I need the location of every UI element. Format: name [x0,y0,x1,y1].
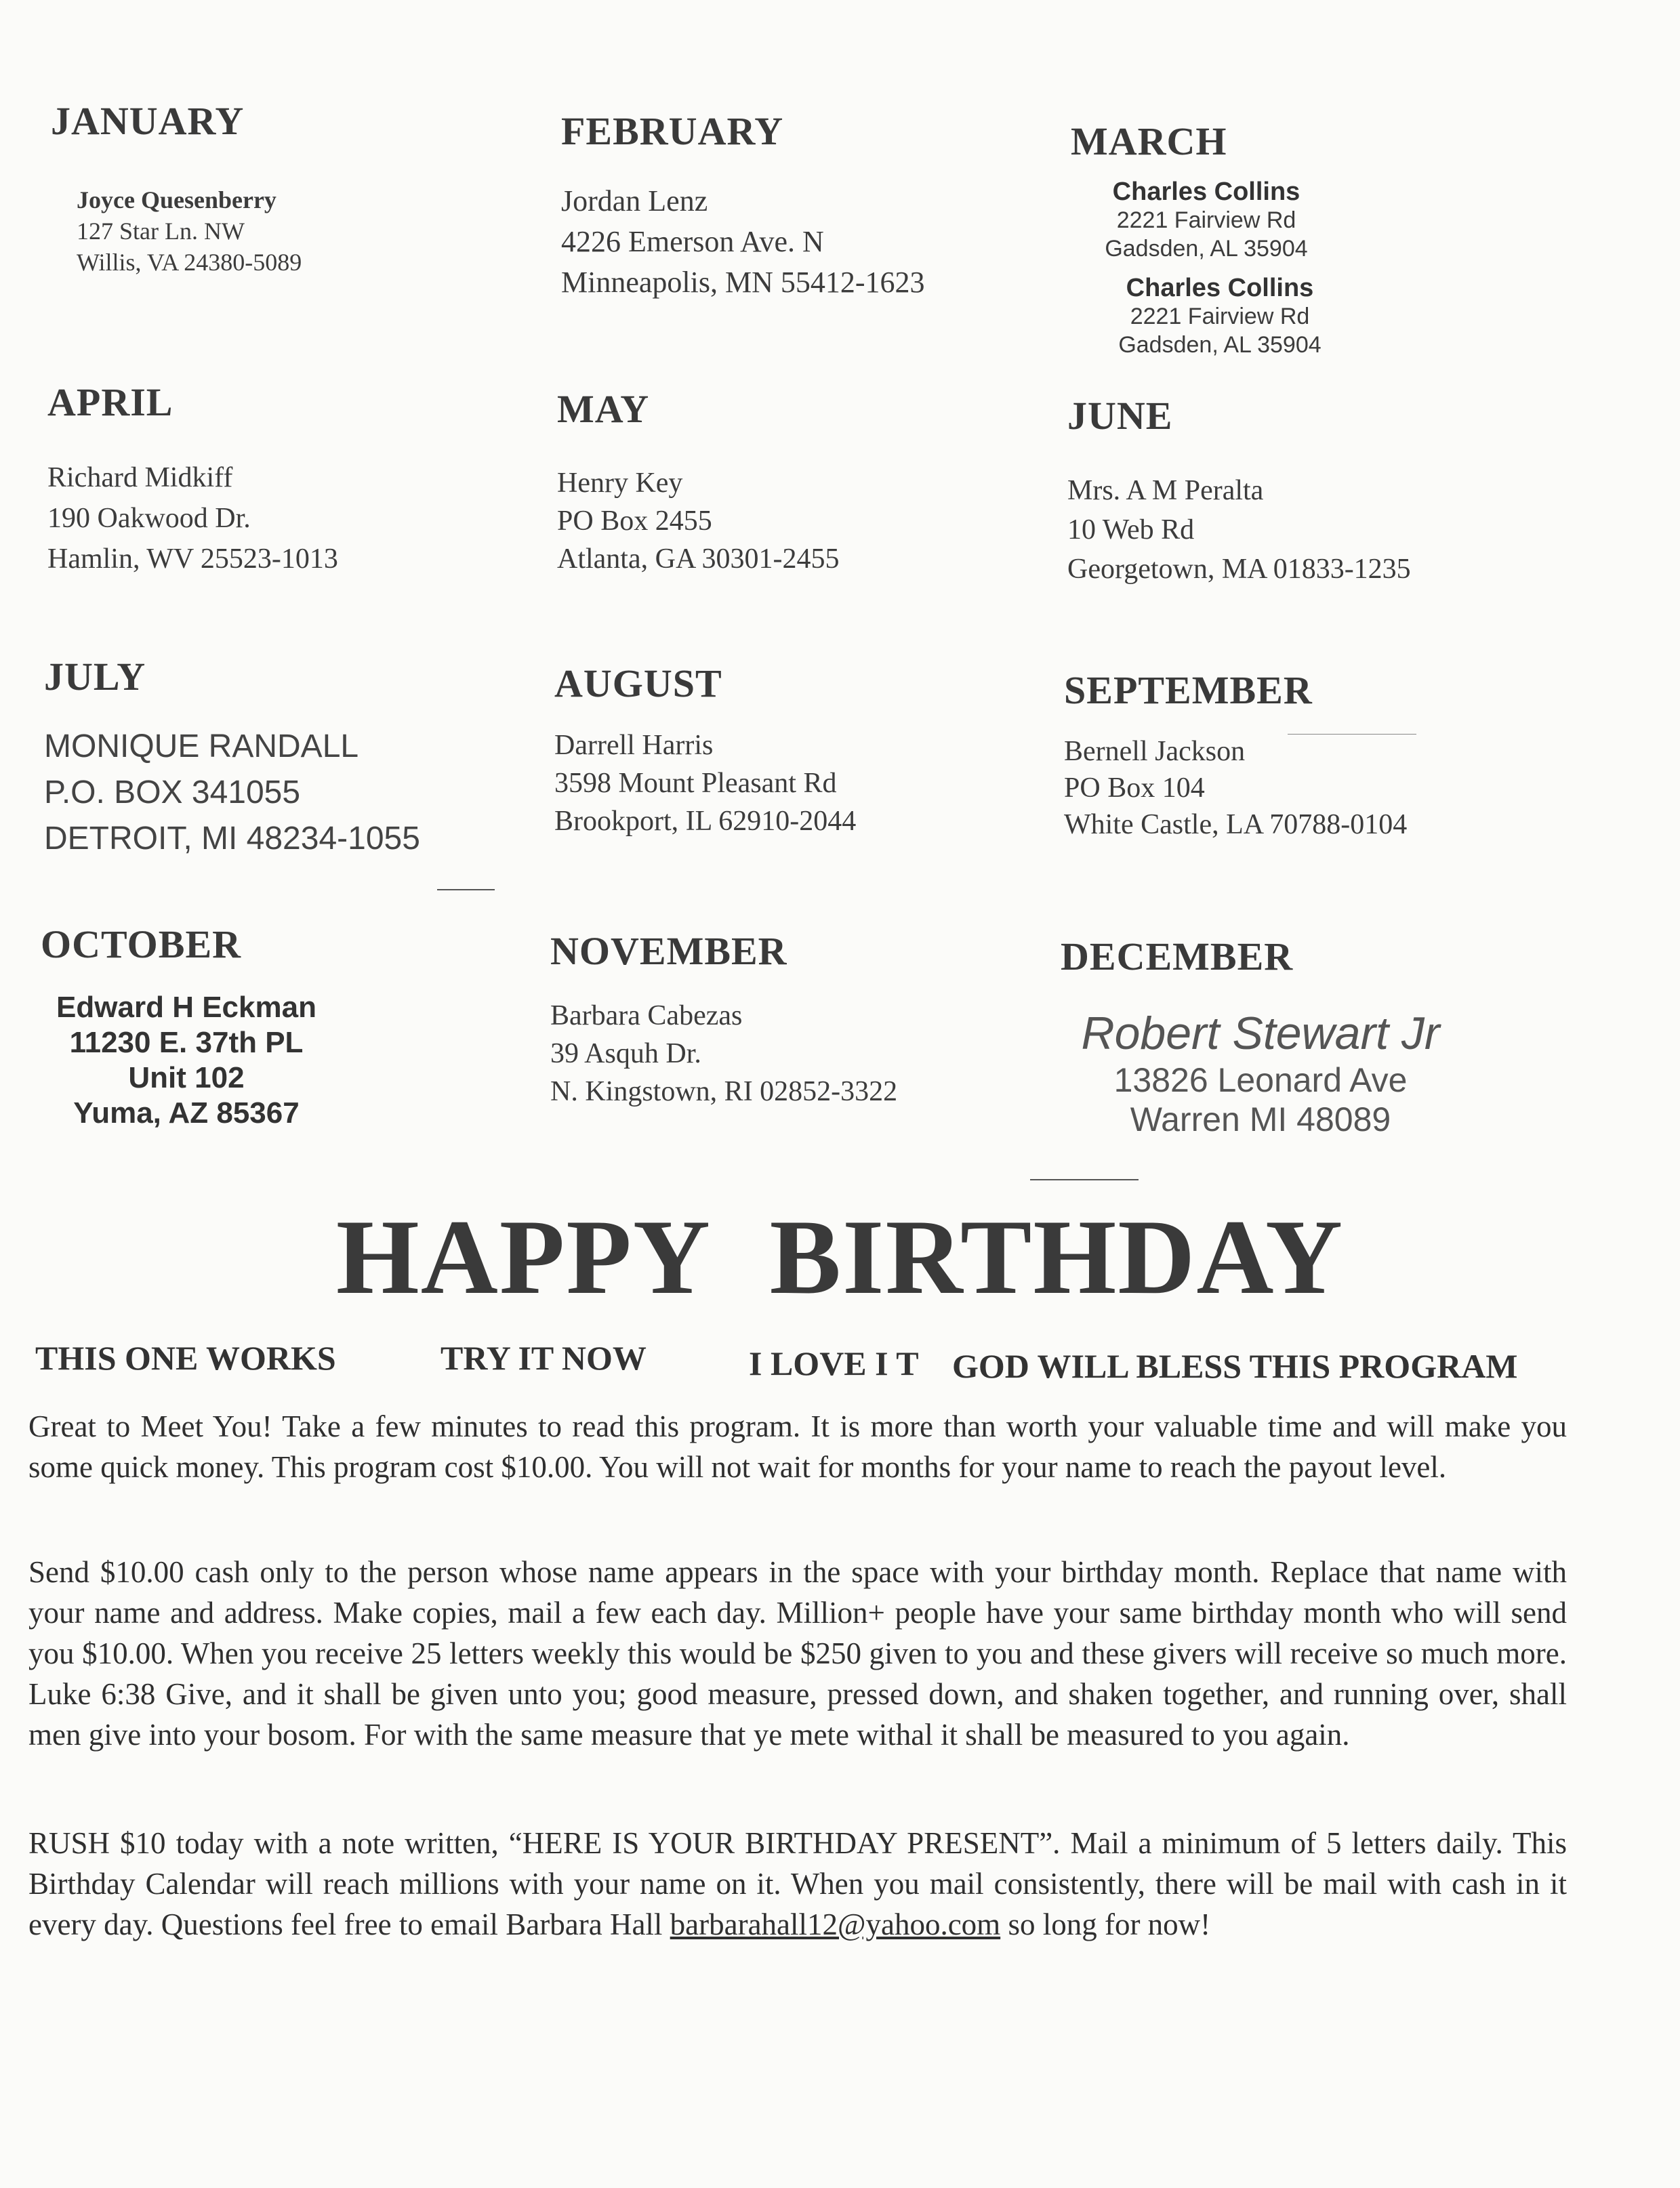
city-line: Gadsden, AL 35904 [1118,332,1322,358]
paragraph-intro: Great to Meet You! Take a few minutes to read this program. It is more than worth your valuable time and will make you some quick money. This program cost $10.00. You will not wait for months for your name to reach the payout level. [28,1409,1567,1484]
month-june [1067,393,1411,589]
month-heading: FEBRUARY [561,109,784,153]
address-line: 3598 Mount Pleasant Rd [554,768,837,799]
month-heading: JUNE [1067,394,1173,438]
month-january [51,98,302,278]
month-heading: APRIL [47,380,173,424]
month-august [554,661,856,840]
month-may [557,386,839,578]
address-line: 190 Oakwood Dr. [47,503,251,534]
city-line: Willis, VA 24380-5089 [77,249,302,276]
name-line: Richard Midkiff [47,462,233,493]
address-line: P.O. BOX 341055 [44,775,301,810]
city-line: Atlanta, GA 30301-2455 [557,543,840,575]
name-line: Charles Collins [1126,274,1314,302]
city-line: White Castle, LA 70788-0104 [1064,809,1408,840]
slogan: I LOVE I T [749,1344,919,1382]
address-line: PO Box 104 [1064,772,1205,804]
month-november [550,928,897,1111]
closing-text: RUSH $10 today with a note written, “HERE IS YOUR BIRTHDAY PRESENT”. Mail a minimum of 5 letters daily. This Birthday Calendar will reach millions with your name on it. When you mail consistently, there will be mail with cash in it every day. Questions feel free to email Barbara Hall [28,1826,1567,1941]
unit-line: Unit 102 [128,1061,245,1094]
month-december [1061,934,1460,1139]
address-line: 127 Star Ln. NW [77,218,245,245]
month-heading: SEPTEMBER [1064,668,1313,712]
address-line: 11230 E. 37th PL [69,1026,304,1059]
city-line: Georgetown, MA 01833-1235 [1067,554,1411,585]
city-line: N. Kingstown, RI 02852-3322 [550,1076,898,1107]
month-heading: DECEMBER [1061,934,1294,978]
name-line: Joyce Quesenberry [77,186,276,213]
month-heading: NOVEMBER [550,929,787,973]
paragraph-instructions: Send $10.00 cash only to the person whose name appears in the space with your birthday month. Replace that name with your name and address. Make copies, mail a few each day. Million+ people have your same birthday month who will send you $10.00. When you receive 25 letters weekly this would be $250 given to you and these givers will receive so much more. Luke 6:38 Give, and it shall be given unto you; good measure, pressed down, and shaken together, and running over, shall men give into your bosom. For with the same measure that ye mete withal it shall be measured to you again. [28,1555,1567,1752]
month-march [1071,119,1342,359]
name-line: Henry Key [557,468,683,499]
address-line: 39 Asquh Dr. [550,1038,701,1069]
name-line: Robert Stewart Jr [1081,1008,1440,1059]
city-line: Warren MI 48089 [1130,1100,1391,1138]
address-line: 2221 Fairview Rd [1116,207,1296,233]
closing-text-end: so long for now! [1008,1907,1211,1941]
city-line: Yuma, AZ 85367 [73,1096,300,1130]
divider [437,889,495,890]
divider [1030,1179,1139,1180]
city-line: Hamlin, WV 25523-1013 [47,543,338,575]
name-line: Edward H Eckman [56,991,316,1024]
name-line: Charles Collins [1112,178,1300,206]
month-heading: OCTOBER [41,922,242,966]
address-line: PO Box 2455 [557,505,712,537]
slogan: TRY IT NOW [441,1339,647,1377]
name-line: Darrell Harris [554,730,714,761]
name-line: Bernell Jackson [1064,736,1246,767]
name-line: Barbara Cabezas [550,1000,743,1031]
address-line: 4226 Emerson Ave. N [561,225,824,258]
name-line: Jordan Lenz [561,184,708,218]
month-april [47,379,338,579]
address-line: 10 Web Rd [1067,514,1195,545]
divider [1288,734,1416,735]
slogan: GOD WILL BLESS THIS PROGRAM [952,1347,1518,1385]
city-line: Gadsden, AL 35904 [1105,236,1308,262]
month-heading: JANUARY [51,99,245,143]
month-october [41,922,332,1131]
month-july [44,654,420,862]
page-title: HAPPY BIRTHDAY [335,1198,1345,1317]
slogan: THIS ONE WORKS [35,1339,336,1377]
name-line: MONIQUE RANDALL [44,728,359,764]
month-heading: MARCH [1071,119,1227,163]
name-line: Mrs. A M Peralta [1067,475,1264,506]
city-line: DETROIT, MI 48234-1055 [44,821,420,856]
month-september [1064,667,1407,843]
address-line: 13826 Leonard Ave [1113,1061,1408,1099]
month-heading: MAY [557,387,650,431]
city-line: Brookport, IL 62910-2044 [554,806,857,837]
month-february [561,108,925,303]
month-heading: AUGUST [554,661,722,705]
paragraph-closing [28,1823,1567,1945]
email-link[interactable]: barbarahall12@yahoo.com [670,1907,1001,1941]
address-line: 2221 Fairview Rd [1130,304,1310,329]
month-heading: JULY [44,655,146,699]
city-line: Minneapolis, MN 55412-1623 [561,266,925,299]
